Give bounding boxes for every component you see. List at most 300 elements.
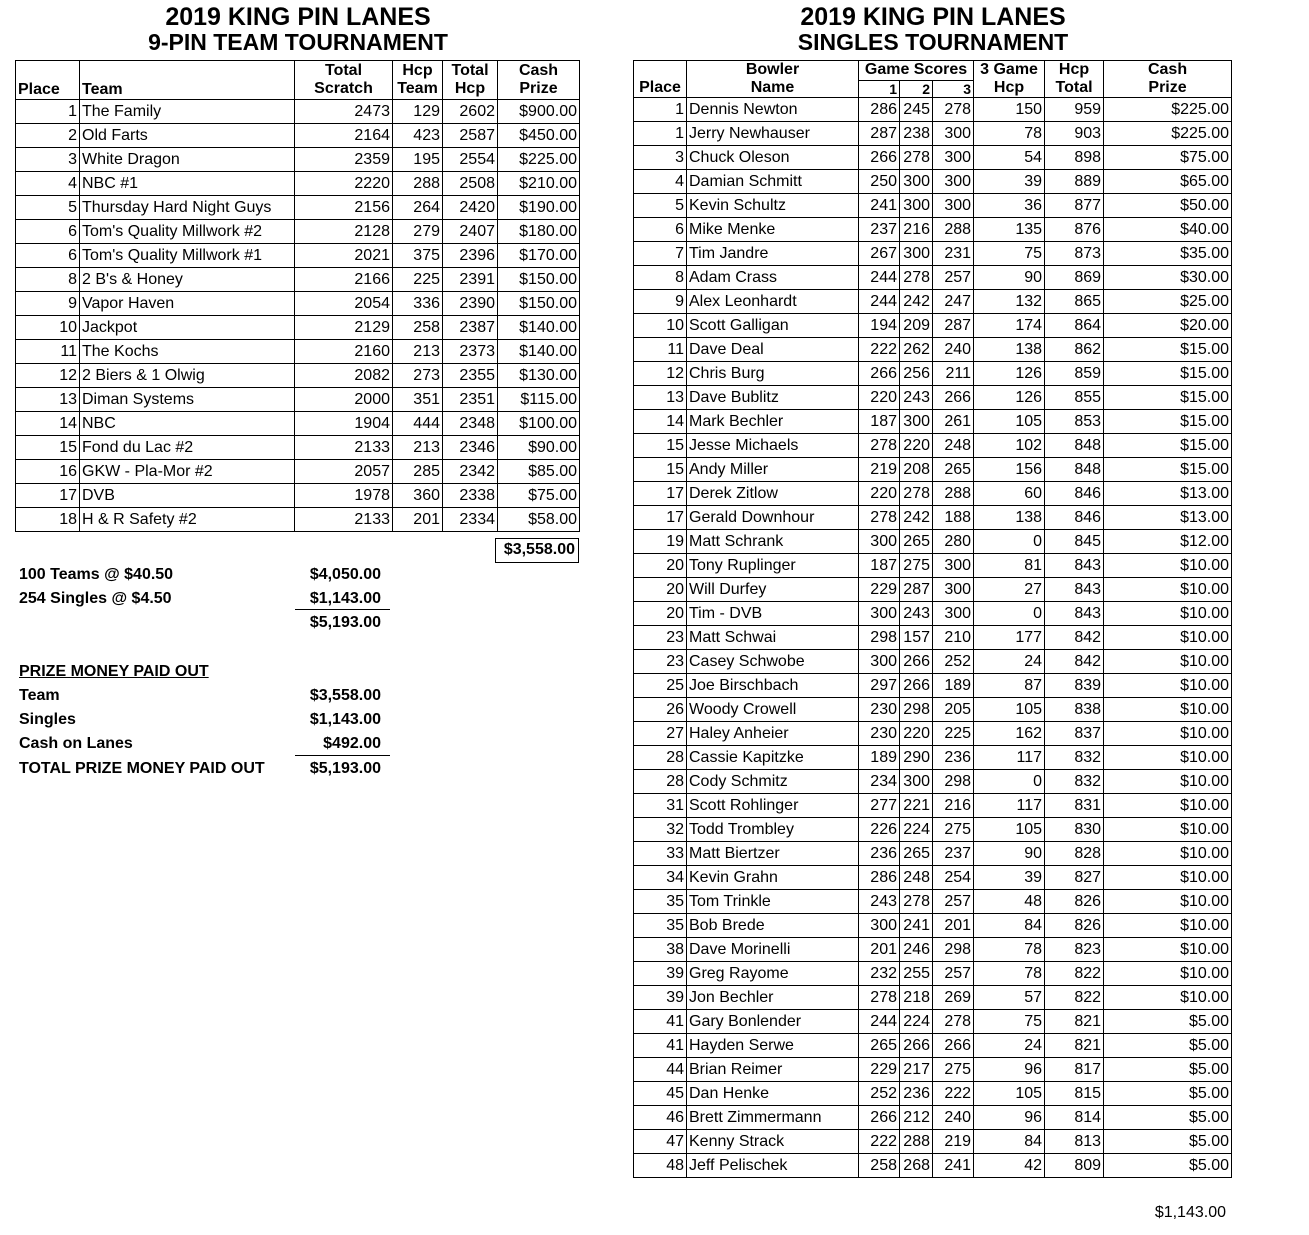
game-1-score: 237 [859, 218, 900, 242]
hcp-total: 826 [1045, 914, 1104, 938]
table-row [634, 1106, 1232, 1130]
team-total-hcp: 2351 [443, 388, 498, 412]
game-3-score: 247 [933, 290, 974, 314]
team-prize: $58.00 [498, 508, 580, 532]
team-total-hcp: 2407 [443, 220, 498, 244]
table-row [634, 98, 1232, 122]
three-game-hcp: 75 [974, 242, 1045, 266]
hcp-total: 839 [1045, 674, 1104, 698]
game-1-score: 266 [859, 146, 900, 170]
singles-place: 9 [634, 290, 687, 314]
singles-place: 31 [634, 794, 687, 818]
game-3-score: 240 [933, 1106, 974, 1130]
hcp-total: 822 [1045, 986, 1104, 1010]
bowler-name: Dave Bublitz [687, 386, 859, 410]
singles-place: 11 [634, 338, 687, 362]
game-2-score: 224 [900, 1010, 933, 1034]
bowler-name: Greg Rayome [687, 962, 859, 986]
singles-place: 33 [634, 842, 687, 866]
game-3-score: 288 [933, 218, 974, 242]
paid-lanes-value: $492.00 [323, 735, 381, 752]
team-total-hcp: 2334 [443, 508, 498, 532]
team-scratch: 2473 [295, 100, 393, 124]
table-row [634, 386, 1232, 410]
game-3-score: 189 [933, 674, 974, 698]
singles-place: 1 [634, 98, 687, 122]
game-3-score: 254 [933, 866, 974, 890]
game-2-score: 278 [900, 266, 933, 290]
team-scratch: 2054 [295, 292, 393, 316]
team-total-hcp: 2342 [443, 460, 498, 484]
three-game-hcp: 27 [974, 578, 1045, 602]
header-hcp-total: Hcp Total [1045, 61, 1104, 98]
table-row [634, 578, 1232, 602]
game-3-score: 300 [933, 122, 974, 146]
singles-place: 28 [634, 770, 687, 794]
game-2-score: 218 [900, 986, 933, 1010]
header-total-hcp: Total Hcp [443, 61, 498, 100]
game-2-score: 275 [900, 554, 933, 578]
game-2-score: 243 [900, 386, 933, 410]
team-prize: $190.00 [498, 196, 580, 220]
singles-prize: $10.00 [1104, 914, 1232, 938]
team-name: Old Farts [80, 124, 295, 148]
three-game-hcp: 132 [974, 290, 1045, 314]
team-hcp: 288 [393, 172, 443, 196]
table-row [634, 890, 1232, 914]
bowler-name: Woody Crowell [687, 698, 859, 722]
team-scratch: 2057 [295, 460, 393, 484]
game-2-score: 298 [900, 698, 933, 722]
singles-prize: $35.00 [1104, 242, 1232, 266]
table-row [634, 1034, 1232, 1058]
bowler-name: Mark Bechler [687, 410, 859, 434]
bowler-name: Adam Crass [687, 266, 859, 290]
game-2-score: 278 [900, 890, 933, 914]
singles-place: 7 [634, 242, 687, 266]
game-1-score: 300 [859, 530, 900, 554]
singles-prize: $5.00 [1104, 1010, 1232, 1034]
game-2-score: 288 [900, 1130, 933, 1154]
bowler-name: Kevin Schultz [687, 194, 859, 218]
game-2-score: 217 [900, 1058, 933, 1082]
singles-prize: $225.00 [1104, 98, 1232, 122]
singles-prize: $15.00 [1104, 458, 1232, 482]
team-place: 13 [16, 388, 80, 412]
table-row [634, 434, 1232, 458]
bowler-name: Gerald Downhour [687, 506, 859, 530]
paid-team-label: Team [19, 687, 60, 704]
table-row [634, 1010, 1232, 1034]
singles-place: 45 [634, 1082, 687, 1106]
team-prize: $115.00 [498, 388, 580, 412]
three-game-hcp: 48 [974, 890, 1045, 914]
singles-place: 12 [634, 362, 687, 386]
team-total-hcp: 2390 [443, 292, 498, 316]
team-prize: $75.00 [498, 484, 580, 508]
game-1-score: 244 [859, 290, 900, 314]
team-total-hcp: 2396 [443, 244, 498, 268]
game-1-score: 277 [859, 794, 900, 818]
game-1-score: 189 [859, 746, 900, 770]
bowler-name: Andy Miller [687, 458, 859, 482]
singles-prize: $10.00 [1104, 842, 1232, 866]
game-3-score: 216 [933, 794, 974, 818]
three-game-hcp: 60 [974, 482, 1045, 506]
game-3-score: 300 [933, 602, 974, 626]
singles-place: 19 [634, 530, 687, 554]
game-2-score: 300 [900, 770, 933, 794]
singles-place: 28 [634, 746, 687, 770]
three-game-hcp: 96 [974, 1058, 1045, 1082]
hcp-total: 827 [1045, 866, 1104, 890]
team-total-hcp: 2348 [443, 412, 498, 436]
three-game-hcp: 105 [974, 1082, 1045, 1106]
table-row [634, 626, 1232, 650]
game-1-score: 194 [859, 314, 900, 338]
paid-out-heading: PRIZE MONEY PAID OUT [19, 663, 209, 680]
singles-prize: $50.00 [1104, 194, 1232, 218]
hcp-total: 903 [1045, 122, 1104, 146]
table-row [634, 986, 1232, 1010]
bowler-name: Cassie Kapitzke [687, 746, 859, 770]
hcp-total: 873 [1045, 242, 1104, 266]
singles-prize: $13.00 [1104, 506, 1232, 530]
bowler-name: Gary Bonlender [687, 1010, 859, 1034]
table-row [634, 146, 1232, 170]
hcp-total: 842 [1045, 626, 1104, 650]
table-row [634, 842, 1232, 866]
singles-entry-label: 254 Singles @ $4.50 [19, 590, 172, 607]
bowler-name: Tim - DVB [687, 602, 859, 626]
team-prize: $450.00 [498, 124, 580, 148]
three-game-hcp: 84 [974, 1130, 1045, 1154]
hcp-total: 842 [1045, 650, 1104, 674]
singles-place: 48 [634, 1154, 687, 1178]
game-2-score: 242 [900, 290, 933, 314]
game-1-score: 300 [859, 914, 900, 938]
game-1-score: 250 [859, 170, 900, 194]
hcp-total: 822 [1045, 962, 1104, 986]
game-1-score: 286 [859, 98, 900, 122]
team-hcp: 285 [393, 460, 443, 484]
singles-place: 14 [634, 410, 687, 434]
singles-place: 44 [634, 1058, 687, 1082]
game-2-score: 242 [900, 506, 933, 530]
game-1-score: 219 [859, 458, 900, 482]
hcp-total: 843 [1045, 602, 1104, 626]
bowler-name: Matt Biertzer [687, 842, 859, 866]
three-game-hcp: 156 [974, 458, 1045, 482]
team-place: 14 [16, 412, 80, 436]
hcp-total: 814 [1045, 1106, 1104, 1130]
three-game-hcp: 90 [974, 842, 1045, 866]
singles-place: 35 [634, 890, 687, 914]
table-row [634, 866, 1232, 890]
game-2-score: 262 [900, 338, 933, 362]
singles-place: 6 [634, 218, 687, 242]
singles-prize: $10.00 [1104, 938, 1232, 962]
three-game-hcp: 105 [974, 410, 1045, 434]
bowler-name: Scott Galligan [687, 314, 859, 338]
three-game-hcp: 138 [974, 338, 1045, 362]
team-prize: $100.00 [498, 412, 580, 436]
hcp-total: 831 [1045, 794, 1104, 818]
team-scratch: 2021 [295, 244, 393, 268]
singles-prize: $15.00 [1104, 386, 1232, 410]
game-2-score: 212 [900, 1106, 933, 1130]
header-place: Place [634, 61, 687, 98]
three-game-hcp: 0 [974, 602, 1045, 626]
team-name: The Family [80, 100, 295, 124]
game-2-score: 265 [900, 842, 933, 866]
game-3-score: 298 [933, 770, 974, 794]
hcp-total: 848 [1045, 458, 1104, 482]
team-title-line1: 2019 KING PIN LANES [165, 3, 431, 31]
header-hcp-team: Hcp Team [393, 61, 443, 100]
three-game-hcp: 126 [974, 386, 1045, 410]
game-2-score: 220 [900, 434, 933, 458]
game-3-score: 298 [933, 938, 974, 962]
hcp-total: 865 [1045, 290, 1104, 314]
team-hcp: 444 [393, 412, 443, 436]
team-place: 10 [16, 316, 80, 340]
team-place: 8 [16, 268, 80, 292]
game-1-score: 278 [859, 434, 900, 458]
team-total-hcp: 2355 [443, 364, 498, 388]
team-hcp: 225 [393, 268, 443, 292]
three-game-hcp: 0 [974, 770, 1045, 794]
singles-place: 39 [634, 986, 687, 1010]
singles-prize: $5.00 [1104, 1154, 1232, 1178]
table-row [634, 410, 1232, 434]
team-scratch: 2129 [295, 316, 393, 340]
game-3-score: 236 [933, 746, 974, 770]
three-game-hcp: 102 [974, 434, 1045, 458]
team-place: 9 [16, 292, 80, 316]
table-row [634, 818, 1232, 842]
header-total-scratch: Total Scratch [295, 61, 393, 100]
bowler-name: Scott Rohlinger [687, 794, 859, 818]
singles-prize: $10.00 [1104, 674, 1232, 698]
singles-prize: $10.00 [1104, 794, 1232, 818]
singles-prize: $25.00 [1104, 290, 1232, 314]
team-hcp: 423 [393, 124, 443, 148]
game-2-score: 238 [900, 122, 933, 146]
team-hcp: 213 [393, 340, 443, 364]
team-scratch: 2128 [295, 220, 393, 244]
table-row [634, 458, 1232, 482]
team-hcp: 129 [393, 100, 443, 124]
team-total-hcp: 2602 [443, 100, 498, 124]
three-game-hcp: 150 [974, 98, 1045, 122]
hcp-total: 826 [1045, 890, 1104, 914]
singles-title [633, 5, 1233, 55]
three-game-hcp: 138 [974, 506, 1045, 530]
hcp-total: 889 [1045, 170, 1104, 194]
game-1-score: 267 [859, 242, 900, 266]
bowler-name: Dennis Newton [687, 98, 859, 122]
team-scratch: 2000 [295, 388, 393, 412]
hcp-total: 846 [1045, 482, 1104, 506]
game-1-score: 244 [859, 1010, 900, 1034]
team-hcp: 258 [393, 316, 443, 340]
team-prize: $210.00 [498, 172, 580, 196]
team-place: 6 [16, 244, 80, 268]
team-scratch: 2156 [295, 196, 393, 220]
table-row [634, 1082, 1232, 1106]
singles-place: 34 [634, 866, 687, 890]
hcp-total: 837 [1045, 722, 1104, 746]
singles-place: 26 [634, 698, 687, 722]
header-three-game-hcp: 3 Game Hcp [974, 61, 1045, 98]
hcp-total: 959 [1045, 98, 1104, 122]
bowler-name: Hayden Serwe [687, 1034, 859, 1058]
three-game-hcp: 117 [974, 746, 1045, 770]
table-row [634, 170, 1232, 194]
game-3-score: 257 [933, 890, 974, 914]
singles-prize: $10.00 [1104, 602, 1232, 626]
header-game-1: 1 [859, 80, 900, 97]
team-prize: $150.00 [498, 268, 580, 292]
team-prize: $85.00 [498, 460, 580, 484]
header-bowler-name: Bowler Name [687, 61, 859, 98]
team-total-hcp: 2554 [443, 148, 498, 172]
game-1-score: 222 [859, 1130, 900, 1154]
singles-place: 32 [634, 818, 687, 842]
three-game-hcp: 24 [974, 650, 1045, 674]
singles-prize: $10.00 [1104, 746, 1232, 770]
team-total-hcp: 2391 [443, 268, 498, 292]
singles-prize: $5.00 [1104, 1082, 1232, 1106]
team-hcp: 351 [393, 388, 443, 412]
game-1-score: 230 [859, 722, 900, 746]
team-hcp: 213 [393, 436, 443, 460]
singles-header-row-1 [634, 61, 1232, 81]
team-place: 1 [16, 100, 80, 124]
game-3-score: 219 [933, 1130, 974, 1154]
game-1-score: 258 [859, 1154, 900, 1178]
team-prize: $150.00 [498, 292, 580, 316]
game-1-score: 300 [859, 650, 900, 674]
game-3-score: 278 [933, 98, 974, 122]
singles-place: 20 [634, 554, 687, 578]
hcp-total: 845 [1045, 530, 1104, 554]
bowler-name: Matt Schwai [687, 626, 859, 650]
game-2-score: 241 [900, 914, 933, 938]
three-game-hcp: 78 [974, 962, 1045, 986]
game-2-score: 256 [900, 362, 933, 386]
bowler-name: Cody Schmitz [687, 770, 859, 794]
team-name: GKW - Pla-Mor #2 [80, 460, 295, 484]
hcp-total: 821 [1045, 1034, 1104, 1058]
game-1-score: 252 [859, 1082, 900, 1106]
team-title-line2: 9-PIN TEAM TOURNAMENT [148, 29, 448, 55]
table-row [634, 506, 1232, 530]
game-3-score: 257 [933, 962, 974, 986]
bowler-name: Mike Menke [687, 218, 859, 242]
bowler-name: Brett Zimmermann [687, 1106, 859, 1130]
singles-place: 15 [634, 434, 687, 458]
game-1-score: 220 [859, 386, 900, 410]
game-2-score: 236 [900, 1082, 933, 1106]
hcp-total: 876 [1045, 218, 1104, 242]
three-game-hcp: 39 [974, 170, 1045, 194]
three-game-hcp: 162 [974, 722, 1045, 746]
game-3-score: 211 [933, 362, 974, 386]
game-1-score: 187 [859, 410, 900, 434]
hcp-total: 809 [1045, 1154, 1104, 1178]
team-prize: $140.00 [498, 340, 580, 364]
game-3-score: 252 [933, 650, 974, 674]
three-game-hcp: 42 [974, 1154, 1045, 1178]
team-prize-total: $3,558.00 [495, 538, 579, 563]
header-game-2: 2 [900, 80, 933, 97]
bowler-name: Dave Deal [687, 338, 859, 362]
singles-prize: $30.00 [1104, 266, 1232, 290]
table-row [634, 722, 1232, 746]
team-prize: $170.00 [498, 244, 580, 268]
game-3-score: 257 [933, 266, 974, 290]
singles-prize: $10.00 [1104, 650, 1232, 674]
three-game-hcp: 90 [974, 266, 1045, 290]
bowler-name: Brian Reimer [687, 1058, 859, 1082]
header-place: Place [16, 61, 80, 100]
game-3-score: 269 [933, 986, 974, 1010]
game-2-score: 300 [900, 170, 933, 194]
game-1-score: 229 [859, 578, 900, 602]
hcp-total: 813 [1045, 1130, 1104, 1154]
three-game-hcp: 39 [974, 866, 1045, 890]
game-3-score: 222 [933, 1082, 974, 1106]
team-prize: $90.00 [498, 436, 580, 460]
game-3-score: 261 [933, 410, 974, 434]
hcp-total: 843 [1045, 578, 1104, 602]
team-place: 17 [16, 484, 80, 508]
bowler-name: Tony Ruplinger [687, 554, 859, 578]
singles-place: 8 [634, 266, 687, 290]
game-1-score: 230 [859, 698, 900, 722]
game-2-score: 266 [900, 650, 933, 674]
singles-prize: $10.00 [1104, 554, 1232, 578]
game-2-score: 300 [900, 242, 933, 266]
singles-place: 5 [634, 194, 687, 218]
table-row [634, 122, 1232, 146]
table-row [634, 602, 1232, 626]
game-3-score: 300 [933, 146, 974, 170]
team-prize: $130.00 [498, 364, 580, 388]
singles-place: 27 [634, 722, 687, 746]
three-game-hcp: 78 [974, 938, 1045, 962]
hcp-total: 877 [1045, 194, 1104, 218]
header-game-3: 3 [933, 80, 974, 97]
game-2-score: 216 [900, 218, 933, 242]
singles-place: 38 [634, 938, 687, 962]
game-2-score: 209 [900, 314, 933, 338]
game-2-score: 300 [900, 410, 933, 434]
singles-place: 3 [634, 146, 687, 170]
team-scratch: 2359 [295, 148, 393, 172]
bowler-name: Todd Trombley [687, 818, 859, 842]
team-total-hcp: 2420 [443, 196, 498, 220]
game-1-score: 266 [859, 362, 900, 386]
singles-prize: $15.00 [1104, 362, 1232, 386]
game-2-score: 268 [900, 1154, 933, 1178]
entry-summary [19, 0, 399, 800]
table-row [634, 242, 1232, 266]
three-game-hcp: 81 [974, 554, 1045, 578]
three-game-hcp: 78 [974, 122, 1045, 146]
